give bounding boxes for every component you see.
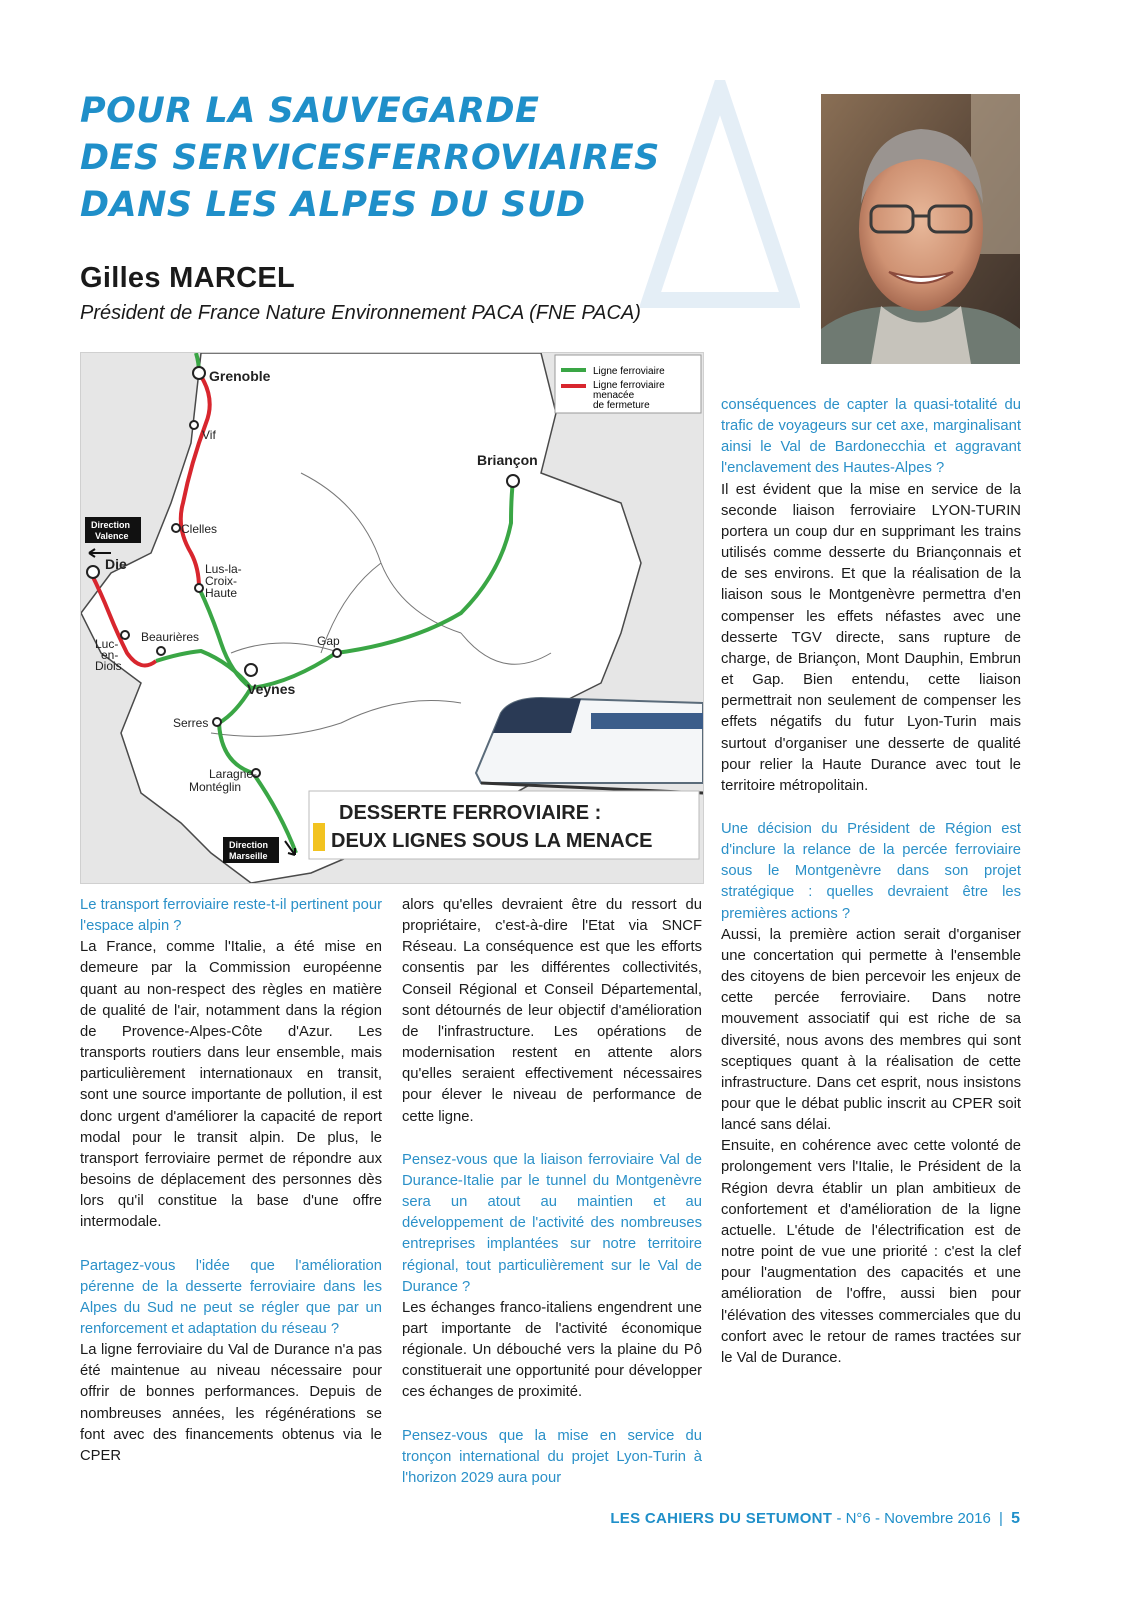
footer-separator: | bbox=[999, 1510, 1003, 1527]
column-3 bbox=[721, 395, 1021, 1369]
answer-5-part-2: Ensuite, en cohérence avec cette volonté de prolongement vers l'Italie, le Président de la Région devra établir un plan ambitieux de confortement et d'amélioration de la ligne actuelle. L'étude de l'électrification est de notre point de vue une priorité : c'est la clef pour l'augmentation des capacités et une amélioration de l'offre, aussi bien pour l'élévation des vitesses commerciales que du confort avec le retour de rames tractées sur le Val de Durance. bbox=[721, 1138, 1021, 1366]
legend-red-label-1: Ligne ferroviaire bbox=[593, 380, 665, 391]
author-photo bbox=[821, 94, 1020, 364]
question-2: Partagez-vous l'idée que l'amélioration pérenne de la desserte ferroviaire dans les Alpes du Sud ne peut se régler que par un renforcement et adaptation du réseau ? bbox=[80, 1257, 382, 1337]
dir-valence-1: Direction bbox=[91, 520, 131, 530]
city-luc-2: en- bbox=[101, 648, 119, 662]
city-beaurieres: Beaurières bbox=[141, 630, 200, 644]
city-serres: Serres bbox=[173, 716, 209, 730]
title-line-2: DES SERVICESFERROVIAIRES bbox=[80, 138, 660, 178]
city-lus-3: Haute bbox=[205, 586, 238, 600]
question-1: Le transport ferroviaire reste-t-il pertinent pour l'espace alpin ? bbox=[80, 897, 382, 935]
author-name bbox=[80, 262, 295, 295]
city-gap: Gap bbox=[317, 634, 340, 648]
city-clelles: Clelles bbox=[181, 522, 218, 536]
question-4-continued: conséquences de capter la quasi-totalité du trafic de voyageurs sur cet axe, marginalisant ainsi le Val de Bardonecchia et aggravant l'enclavement des Hautes-Alpes ? bbox=[721, 397, 1021, 477]
column-2 bbox=[402, 895, 702, 1489]
author-last-name: MARCEL bbox=[169, 262, 295, 294]
city-vif: Vif bbox=[202, 428, 216, 442]
answer-2-start: La ligne ferroviaire du Val de Durance n'a pas été maintenue au niveau nécessaire pour offrir de bonnes performances. Depuis de nombreuses années, les régénérations se font avec des financements obtenus via le CPER bbox=[80, 1342, 382, 1464]
author-role: Président de France Nature Environnement PACA (FNE PACA) bbox=[80, 302, 641, 324]
city-die: Die bbox=[105, 556, 127, 572]
banner-line-2: DEUX LIGNES SOUS LA MENACE bbox=[331, 830, 653, 852]
page-footer bbox=[0, 1510, 1020, 1528]
question-5: Une décision du Président de Région est d'inclure la relance de la percée ferroviaire sous le Montgenèvre dans son projet stratégique : quelles devraient être les premières actions ? bbox=[721, 820, 1021, 922]
answer-3: Les échanges franco-italiens engendrent une part importante de l'activité économique régionale. Un débouché vers la plaine du Pô constituerait une opportunité pour développer ces échanges de proximité. bbox=[402, 1299, 702, 1401]
answer-4: Il est évident que la mise en service de la seconde liaison ferroviaire LYON-TURIN portera un coup dur en supprimant les trains utilisés comme desserte du Briançonnais et de ses environs. Et que la réalisation de la liaison sous le Montgenèvre permettra d'en compenser les effets néfastes avec une desserte TGV directe, sans rupture de charge, de Briançon, Mont Dauphin, Embrun et Gap. Bien entendu, cette liaison permettrait non seulement de compenser les effets négatifs du futur Lyon-Turin mais surtout d'organiser une desserte de qualité pour relier la Haute Durance avec tout le territoire métropolitain. bbox=[721, 481, 1021, 794]
dir-marseille-2: Marseille bbox=[229, 851, 268, 861]
legend-red-label-3: de fermeture bbox=[593, 400, 650, 411]
column-1 bbox=[80, 895, 382, 1467]
city-luc-1: Luc- bbox=[95, 637, 119, 651]
answer-1: La France, comme l'Italie, a été mise en demeure par la Commission européenne quant au non-respect des règles en matière de qualité de l'air, notamment dans la région de Provence-Alpes-Côte d'Azur. Les transports routiers dans leur ensemble, mais particulièrement internationaux en transit, sont une source importante de pollution, il est donc urgent d'améliorer la capacité de report modal pour le transit alpin. De plus, le transport ferroviaire permet de répondre aux besoins de déplacement des personnes dès lors qu'il constitue la base d'une offre intermodale. bbox=[80, 939, 382, 1231]
city-laragne-1: Laragne- bbox=[209, 767, 258, 781]
answer-5-part-1: Aussi, la première action serait d'organiser une concertation qui permette à l'ensemble des citoyens de bien percevoir les enjeux de cette percée ferroviaire. Dans notre mouvement associatif qui est riche de sa diversité, nous avons des membres qui sont sceptiques quant à la réalisation de cette infrastructure. Dans cet esprit, nous insistons pour que le débat public inscrit au CPER soit lancé sans délai. bbox=[721, 926, 1021, 1134]
legend-green-label: Ligne ferroviaire bbox=[593, 366, 665, 377]
dir-valence-2: Valence bbox=[95, 531, 129, 541]
question-3: Pensez-vous que la liaison ferroviaire Val de Durance-Italie par le tunnel du Montgenèvre sera un atout au maintien et au développement de l'activité des nombreuses entreprises implantées sur notre territoire régional, tout particulièrement sur le Val de Durance ? bbox=[402, 1151, 702, 1295]
city-luc-3: Diois bbox=[95, 659, 122, 673]
rail-map bbox=[80, 352, 704, 884]
banner-line-1: DESSERTE FERROVIAIRE : bbox=[339, 802, 602, 824]
question-4-start: Pensez-vous que la mise en service du tronçon international du projet Lyon-Turin à l'horizon 2029 aura pour bbox=[402, 1427, 702, 1486]
issue-info: - N°6 - Novembre 2016 bbox=[836, 1510, 991, 1527]
legend-red-label-2: menacée bbox=[593, 390, 635, 401]
publication-name: LES CAHIERS DU SETUMONT bbox=[610, 1510, 833, 1527]
city-briancon: Briançon bbox=[477, 452, 538, 468]
title-line-1: POUR LA SAUVEGARDE bbox=[80, 91, 540, 131]
city-lus-2: Croix- bbox=[205, 574, 237, 588]
city-laragne-2: Montéglin bbox=[189, 780, 242, 794]
author-first-name: Gilles bbox=[80, 262, 161, 294]
city-grenoble: Grenoble bbox=[209, 368, 271, 384]
answer-2-continued: alors qu'elles devraient être du ressort du propriétaire, c'est-à-dire l'Etat via SNCF Réseau. La conséquence est que les efforts consentis par les différentes collectivités, Conseil Régional et Conseil Départemental, sont détournés de leur objectif d'amélioration de l'infrastructure. Les opérations de modernisation restent en attente alors qu'elles seraient effectivement nécessaires pour élever le niveau de performance de cette ligne. bbox=[402, 897, 702, 1125]
dir-marseille-1: Direction bbox=[229, 840, 269, 850]
train-illustration bbox=[476, 698, 703, 793]
page-number: 5 bbox=[1011, 1510, 1020, 1527]
article-title bbox=[80, 88, 720, 229]
title-line-3: DANS LES ALPES DU SUD bbox=[80, 185, 586, 225]
city-veynes: Veynes bbox=[247, 681, 296, 697]
city-lus-1: Lus-la- bbox=[205, 562, 242, 576]
